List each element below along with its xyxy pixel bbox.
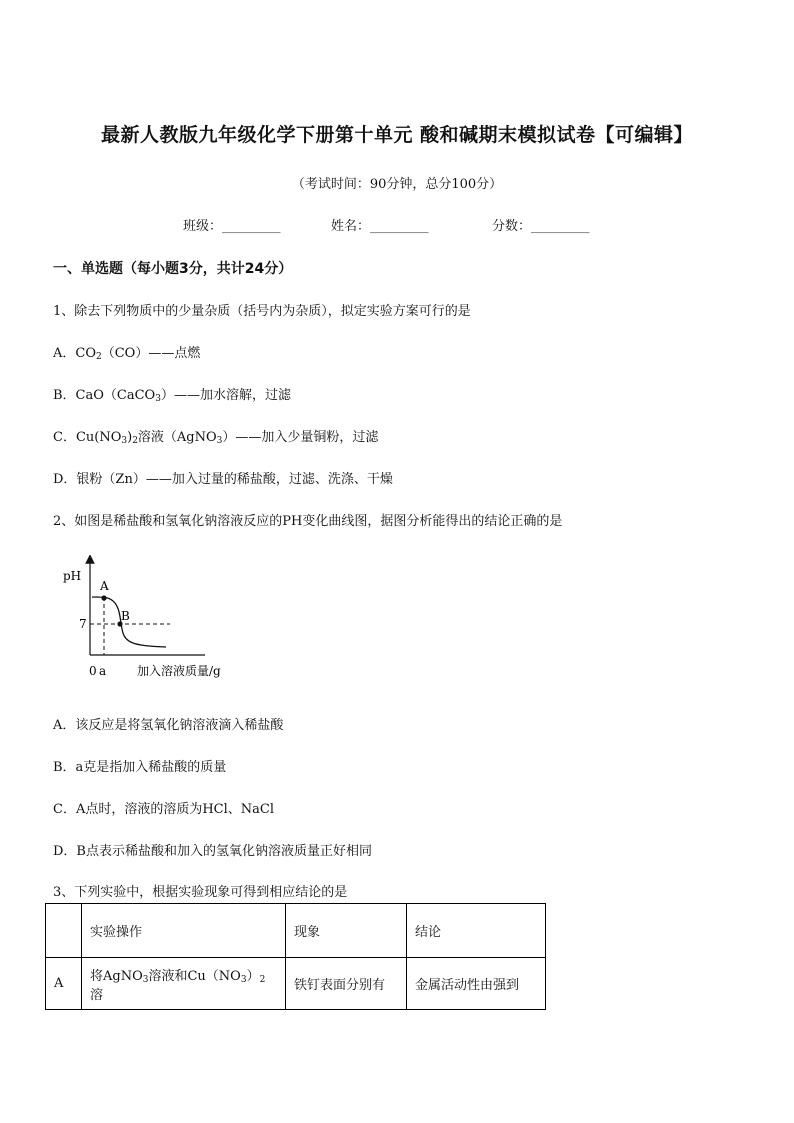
question-1-option-d: D．银粉（Zn）——加入过量的稀盐酸，过滤、洗涤、干燥 (53, 472, 393, 487)
exam-duration-note: （考试时间：90分钟，总分100分） (291, 177, 503, 192)
table-header-cell: 结论 (407, 904, 546, 958)
score-field: 分数：_________ (492, 219, 590, 234)
question-2-option-b: B．a克是指加入稀盐酸的质量 (53, 760, 227, 775)
x-origin-label: 0 (89, 664, 97, 678)
question-1-option-a: A．$CO_2(CO)——$点燃 (53, 346, 201, 362)
table-cell-conclusion: 金属活动性由强到 (407, 958, 546, 1010)
question-1-stem: 1、除去下列物质中的少量杂质（括号内为杂质），拟定实验方案可行的是 (53, 304, 471, 319)
question-3-table (45, 903, 546, 1010)
point-b-label: B (121, 609, 130, 623)
y-tick-7: 7 (79, 617, 87, 631)
question-1-option-b: B．CaO（CaCO$_3$）——加水溶解，过滤 (53, 388, 291, 404)
question-1-option-c: C．$Cu(NO_3)_2$溶液（AgNO$_3$）——加入少量铜粉，过滤 (53, 430, 379, 446)
table-header-cell (46, 904, 82, 958)
question-3-stem: 3、下列实验中，根据实验现象可得到相应结论的是 (53, 885, 348, 900)
y-axis-label: pH (63, 569, 82, 583)
table-header-cell: 实验操作 (82, 904, 286, 958)
name-field: 姓名：_________ (331, 219, 429, 234)
table-cell-operation: 将AgNO$_3$溶液和$Cu(NO_3)_2$溶 (82, 958, 286, 1010)
table-row-label: A (46, 958, 82, 1010)
x-axis-label: 加入溶液质量/g (137, 664, 221, 678)
section-heading: 一、单选题（每小题3分，共计24分） (53, 261, 293, 277)
table-header-row (46, 904, 546, 958)
ph-curve-diagram (55, 555, 255, 685)
point-a-label: A (100, 579, 109, 593)
question-2-option-c: C．A点时，溶液的溶质为HCl、NaCl (53, 802, 275, 817)
question-2-stem: 2、如图是稀盐酸和氢氧化钠溶液反应的PH变化曲线图，据图分析能得出的结论正确的是 (53, 514, 563, 529)
page-title: 最新人教版九年级化学下册第十单元 酸和碱期末模拟试卷【可编辑】 (100, 124, 694, 146)
question-2-option-a: A．该反应是将氢氧化钠溶液滴入稀盐酸 (53, 718, 284, 733)
table-header-cell: 现象 (286, 904, 407, 958)
table-row (46, 958, 546, 1010)
class-field: 班级：_________ (183, 219, 281, 234)
point-a-marker (101, 595, 106, 600)
x-tick-a: a (99, 664, 107, 678)
question-2-option-d: D．B点表示稀盐酸和加入的氢氧化钠溶液质量正好相同 (53, 844, 372, 859)
table-cell-phenomenon: 铁钉表面分别有 (286, 958, 407, 1010)
